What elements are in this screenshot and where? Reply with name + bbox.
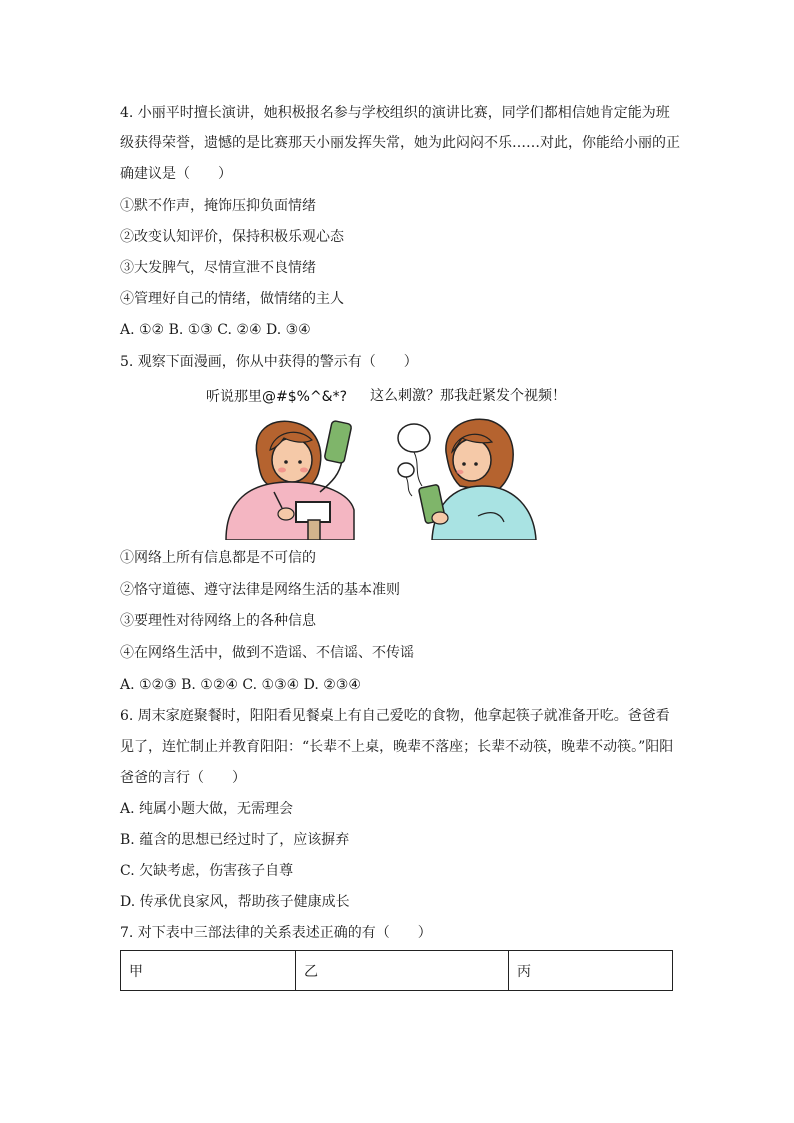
- q4-choices: A. ①② B. ①③ C. ②④ D. ③④: [120, 322, 311, 338]
- comic-speech-right: 这么刺激？那我赶紧发个视频！: [370, 388, 566, 404]
- q5-option-3: ③要理性对待网络上的各种信息: [120, 613, 316, 629]
- table-row: [121, 951, 673, 991]
- q5-stem: 5. 观察下面漫画，你从中获得的警示有（ ）: [120, 354, 418, 370]
- q6-stem-line-1: 6. 周末家庭聚餐时，阳阳看见餐桌上有自己爱吃的食物，他拿起筷子就准备开吃。爸爸看: [120, 708, 670, 724]
- q4-stem-line-1: 4. 小丽平时擅长演讲，她积极报名参与学校组织的演讲比赛，同学们都相信她肯定能为班: [120, 105, 670, 121]
- q4-option-3: ③大发脾气，尽情宣泄不良情绪: [120, 260, 316, 276]
- table-header-cell-bing: 丙: [509, 951, 673, 991]
- table-header-cell-yi: 乙: [296, 951, 509, 991]
- comic-speech-left: 听说那里@#$%^&*?: [206, 389, 348, 405]
- q4-option-1: ①默不作声，掩饰压抑负面情绪: [120, 198, 316, 214]
- q5-choices: A. ①②③ B. ①②④ C. ①③④ D. ②③④: [120, 677, 361, 693]
- q6-option-c: C. 欠缺考虑，伤害孩子自尊: [120, 863, 294, 879]
- q5-option-1: ①网络上所有信息都是不可信的: [120, 550, 316, 566]
- balloon-decoration: [398, 424, 430, 496]
- q6-option-b: B. 蕴含的思想已经过时了，应该摒弃: [120, 832, 350, 848]
- comic-illustration: [200, 382, 566, 540]
- q6-option-a: A. 纯属小题大做，无需理会: [120, 801, 294, 817]
- law-comparison-table: [120, 950, 673, 991]
- girl-left-figure: [226, 420, 354, 540]
- q4-stem-line-2: 级获得荣誉，遗憾的是比赛那天小丽发挥失常，她为此闷闷不乐……对此，你能给小丽的正: [120, 135, 680, 151]
- q6-stem-line-2: 见了，连忙制止并教育阳阳：“长辈不上桌，晚辈不落座；长辈不动筷，晚辈不动筷。”阳阳: [120, 739, 674, 755]
- q4-option-4: ④管理好自己的情绪，做情绪的主人: [120, 291, 344, 307]
- q6-stem-line-3: 爸爸的言行（ ）: [120, 770, 246, 786]
- q4-stem-line-3: 确建议是（ ）: [120, 166, 232, 182]
- q5-option-4: ④在网络生活中，做到不造谣、不信谣、不传谣: [120, 645, 414, 661]
- q5-option-2: ②恪守道德、遵守法律是网络生活的基本准则: [120, 582, 400, 598]
- q7-stem: 7. 对下表中三部法律的关系表述正确的有（ ）: [120, 925, 432, 941]
- girl-right-figure: [418, 419, 536, 540]
- q4-option-2: ②改变认知评价，保持积极乐观心态: [120, 229, 344, 245]
- q6-option-d: D. 传承优良家风，帮助孩子健康成长: [120, 894, 350, 910]
- table-header-cell-jia: 甲: [121, 951, 296, 991]
